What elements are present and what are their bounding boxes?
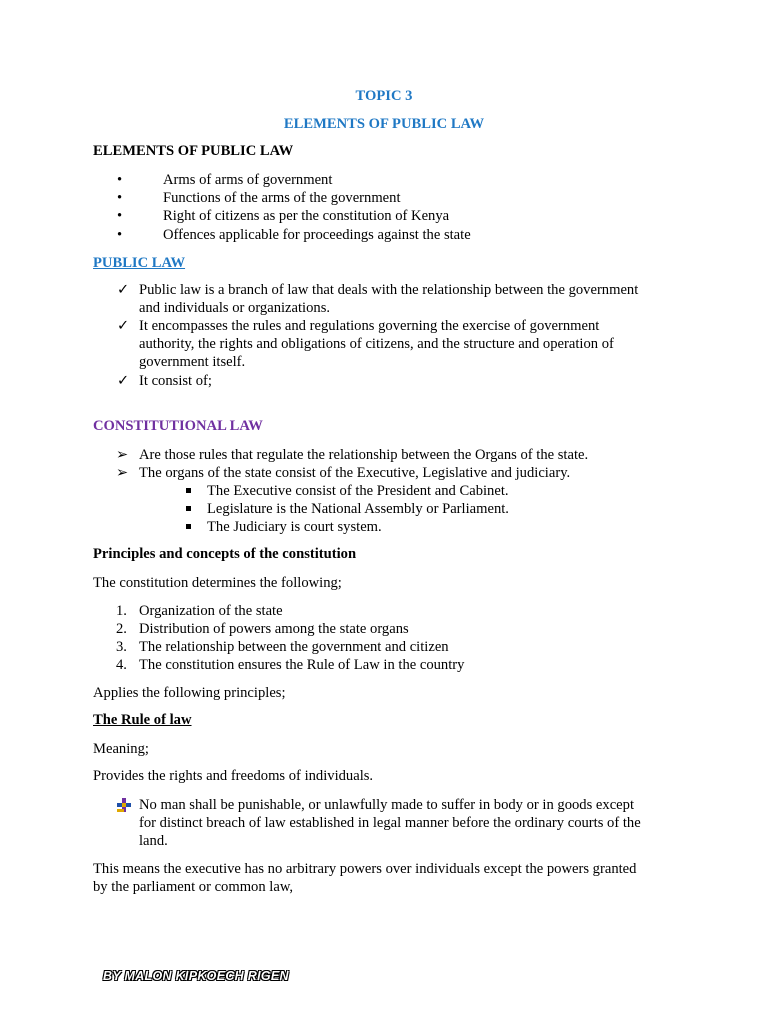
public-law-heading: PUBLIC LAW [93,255,186,271]
conclusion-line: by the parliament or common law, [93,879,294,895]
checkmark-icon: ✓ [117,318,130,334]
rule-of-law-heading: The Rule of law [93,712,192,728]
list-number: 4. [116,657,127,673]
provides-text: Provides the rights and freedoms of individuals. [93,768,374,784]
arrow-bullet-icon: ➢ [116,447,129,463]
constitutional-point: Are those rules that regulate the relationship between the Organs of the state. [139,447,589,463]
footer-author: BY MALON KIPKOECH RIGEN [103,969,289,983]
meaning-text: Meaning; [93,741,149,757]
constitutional-sub-point: The Judiciary is court system. [207,519,382,535]
document-title: ELEMENTS OF PUBLIC LAW [283,116,485,132]
elements-heading: ELEMENTS OF PUBLIC LAW [93,143,294,159]
elements-item: Functions of the arms of the government [163,190,401,206]
constitutional-point: The organs of the state consist of the Executive, Legislative and judiciary. [139,465,571,481]
bullet-icon: • [117,208,123,224]
constitutional-sub-point: The Executive consist of the President and Cabinet. [207,483,509,499]
constitutional-law-heading: CONSTITUTIONAL LAW [93,418,263,434]
constitutional-sub-point: Legislature is the National Assembly or Parliament. [207,501,509,517]
public-law-point-cont: authority, the rights and obligations of citizens, and the structure and operation of [139,336,614,352]
arrow-bullet-icon: ➢ [116,465,129,481]
quote-line: land. [139,833,168,849]
checkmark-icon: ✓ [117,282,130,298]
elements-item: Offences applicable for proceedings against the state [163,227,471,243]
square-bullet-icon [186,488,191,493]
principles-item: The constitution ensures the Rule of Law in the country [139,657,465,673]
bullet-icon: • [117,227,123,243]
bullet-icon: • [117,190,123,206]
principles-item: Distribution of powers among the state organs [139,621,409,637]
principles-heading: Principles and concepts of the constitution [93,546,357,562]
conclusion-line: This means the executive has no arbitrary powers over individuals except the powers granted [93,861,637,877]
principles-item: The relationship between the government and citizen [139,639,449,655]
applies-text: Applies the following principles; [93,685,286,701]
public-law-point: It consist of; [139,373,212,389]
elements-item: Arms of arms of government [163,172,333,188]
list-number: 2. [116,621,127,637]
public-law-point-cont: and individuals or organizations. [139,300,331,316]
principles-intro: The constitution determines the following; [93,575,342,591]
checkmark-icon: ✓ [117,373,130,389]
elements-item: Right of citizens as per the constitution of Kenya [163,208,450,224]
bullet-icon: • [117,172,123,188]
public-law-point: Public law is a branch of law that deals with the relationship between the government [139,282,639,298]
square-bullet-icon [186,506,191,511]
quote-line: for distinct breach of law established in legal manner before the ordinary courts of the [139,815,641,831]
public-law-point: It encompasses the rules and regulations governing the exercise of government [139,318,600,334]
square-bullet-icon [186,524,191,529]
quote-line: No man shall be punishable, or unlawfully made to suffer in body or in goods except [139,797,635,813]
list-number: 1. [116,603,127,619]
principles-item: Organization of the state [139,603,283,619]
topic-number: TOPIC 3 [355,88,413,104]
list-number: 3. [116,639,127,655]
public-law-point-cont: government itself. [139,354,246,370]
star-bullet-icon [116,797,132,813]
